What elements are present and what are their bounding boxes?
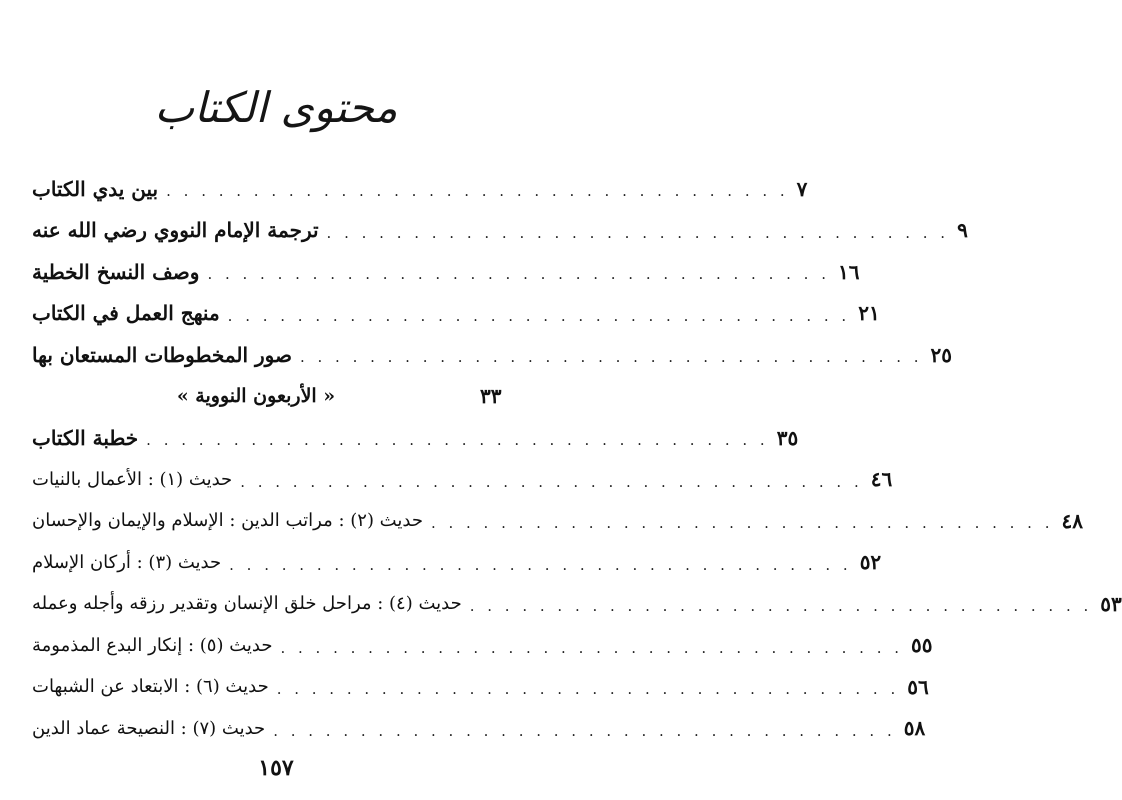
toc-entry-label: خطبة الكتاب xyxy=(32,425,139,450)
toc-entry-label: حديث (٥) : إنكار البدع المذمومة xyxy=(32,634,273,656)
toc-leader-dots: . . . . . . . . . . . . . . . . . . . . . . . . . . . . . . . . . . . . xyxy=(469,597,1093,616)
toc-entry-label: ترجمة الإمام النووي رضي الله عنه xyxy=(32,218,319,243)
toc-entry-label: صور المخطوطات المستعان بها xyxy=(32,342,292,367)
toc-entry-label: بين يدي الكتاب xyxy=(32,176,159,201)
toc-entry xyxy=(32,708,926,750)
toc-entry-page: ٤٨ xyxy=(1061,508,1083,533)
toc-section-entry xyxy=(32,376,524,418)
toc-leader-dots: . . . . . . . . . . . . . . . . . . . . . . . . . . . . . . . . . . . . xyxy=(276,680,900,699)
toc-entry xyxy=(32,459,893,501)
toc-leader-dots: . . . . . . . . . . . . . . . . . . . . . . . . . . . . . . . . . . . . xyxy=(273,721,896,740)
page-title: محتوى الكتاب xyxy=(154,83,398,132)
toc-leader-dots: . . . . . . . . . . . . . . . . . . . . . . . . . . . . . . . . . . . . xyxy=(229,555,852,574)
toc-entry xyxy=(32,542,882,584)
toc-entry-label: حديث (٦) : الابتعاد عن الشبهات xyxy=(32,676,269,698)
toc-leader-dots: . . . . . . . . . . . . . . . . . . . . . . . . . . . . . . . . . . . . xyxy=(280,638,904,657)
toc-leader-dots: . . . . . . . . . . . . . . . . . . . . . . . . . . . . . . . . . . . . xyxy=(299,348,923,367)
toc-entry-label: حديث (١) : الأعمال بالنيات xyxy=(32,468,233,490)
toc-entry xyxy=(32,168,808,210)
toc-entry-page: ٥٣ xyxy=(1100,591,1122,616)
toc-entry-label: وصف النسخ الخطية xyxy=(32,259,200,284)
toc-leader-dots: . . . . . . . . . . . . . . . . . . . . . . . . . . . . . . . . . . . . xyxy=(146,431,769,450)
table-of-contents xyxy=(32,168,1122,749)
toc-leader-dots: . . . . . . . . . . . . . . . . . . . . . . . . . . . . . . . . . . . . xyxy=(240,472,863,491)
toc-entry-page: ٥٨ xyxy=(903,716,926,741)
toc-entry-page: ٧ xyxy=(796,176,808,201)
toc-entry-label: منهج العمل في الكتاب xyxy=(32,301,220,326)
toc-leader-dots: . . . . . . . . . . . . . . . . . . . . . . . . . . . . . . . . . . . . xyxy=(430,514,1054,533)
toc-leader-dots: . . . . . . . . . . . . . . . . . . . . . . . . . . . . . . . . . . . . xyxy=(227,306,851,325)
toc-entry-page: ٥٢ xyxy=(859,550,882,575)
toc-entry-label: حديث (٤) : مراحل خلق الإنسان وتقدير رزقه وأجله وعمله xyxy=(32,593,462,615)
toc-entry-page: ٥٦ xyxy=(907,674,929,699)
toc-leader-dots: . . . . . . . . . . . . . . . . . . . . . . . . . . . . . . . . . . . . xyxy=(207,265,830,284)
toc-entry xyxy=(32,625,933,667)
page-number: ١٥٧ xyxy=(258,755,294,781)
toc-entry xyxy=(32,251,860,293)
toc-entry-page: ٣٥ xyxy=(776,425,799,450)
toc-entry-page: ٤٦ xyxy=(870,467,893,492)
toc-entry xyxy=(32,417,799,459)
toc-entry xyxy=(32,293,880,335)
toc-entry xyxy=(32,583,1122,625)
toc-entry-page: ٩ xyxy=(957,218,968,243)
toc-leader-dots: . . . . . . . . . . . . . . . . . . . . . . . . . . . . . . . . . . . . xyxy=(326,223,950,242)
toc-entry xyxy=(32,210,968,252)
toc-entry-page: ١٦ xyxy=(837,259,860,284)
toc-entry xyxy=(32,334,952,376)
toc-section-label: « الأربعون النووية » xyxy=(176,385,336,408)
toc-entry-label: حديث (٣) : أركان الإسلام xyxy=(32,551,222,573)
toc-entry-label: حديث (٢) : مراتب الدين : الإسلام والإيمان والإحسان xyxy=(32,510,423,532)
toc-entry-page: ٢١ xyxy=(858,301,880,326)
toc-entry-page: ٣٣ xyxy=(480,384,502,409)
toc-entry xyxy=(32,666,929,708)
toc-entry-page: ٢٥ xyxy=(930,342,952,367)
toc-leader-dots: . . . . . . . . . . . . . . . . . . . . . . . . . . . . . . . . . . . . xyxy=(166,182,789,201)
toc-entry-label: حديث (٧) : النصيحة عماد الدين xyxy=(32,717,266,739)
toc-entry xyxy=(32,500,1083,542)
toc-entry-page: ٥٥ xyxy=(911,633,933,658)
